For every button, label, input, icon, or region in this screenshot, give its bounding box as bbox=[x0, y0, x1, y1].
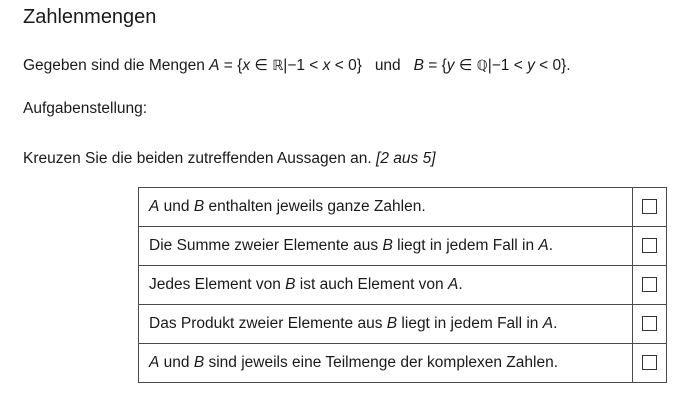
math-variable: B bbox=[386, 315, 398, 332]
checkbox-cell bbox=[633, 305, 667, 344]
set-b-domain: ℚ bbox=[476, 58, 488, 74]
statement-text: . bbox=[553, 315, 558, 332]
statement-text: Jedes Element von bbox=[149, 276, 286, 293]
set-a-name: A bbox=[209, 57, 220, 74]
math-variable: B bbox=[193, 198, 205, 215]
answer-checkbox-2[interactable] bbox=[642, 238, 657, 253]
set-b-cond-start: |−1 < bbox=[487, 57, 528, 74]
instruction-text bbox=[23, 149, 436, 169]
statement-2 bbox=[139, 227, 633, 266]
set-a-var: x bbox=[242, 57, 251, 74]
set-a-domain: ℝ bbox=[272, 58, 284, 74]
answer-checkbox-1[interactable] bbox=[642, 199, 657, 214]
checkbox-cell bbox=[633, 266, 667, 305]
set-b-cond-var: y bbox=[527, 57, 535, 74]
math-variable: B bbox=[382, 237, 393, 254]
checkbox-cell bbox=[633, 188, 667, 227]
answer-checkbox-4[interactable] bbox=[642, 316, 657, 331]
statement-3 bbox=[139, 266, 633, 305]
task-heading: Aufgabenstellung: bbox=[23, 100, 148, 117]
given-prefix: Gegeben sind die Mengen bbox=[23, 57, 210, 74]
set-b-in: ∈ bbox=[454, 57, 477, 74]
answer-checkbox-5[interactable] bbox=[642, 355, 657, 370]
set-b-cond-end: < 0}. bbox=[534, 57, 571, 74]
set-b-var: y bbox=[446, 57, 455, 74]
set-b-definition bbox=[414, 57, 571, 74]
set-b-eq: = { bbox=[423, 57, 447, 74]
answer-checkbox-3[interactable] bbox=[642, 277, 657, 292]
checkbox-cell bbox=[633, 344, 667, 383]
statement-text: Das Produkt zweier Elemente aus bbox=[149, 315, 387, 332]
given-connector: und bbox=[366, 57, 410, 74]
set-a-cond-start: |−1 < bbox=[283, 57, 323, 74]
set-a-cond-end: < 0} bbox=[330, 57, 362, 74]
statement-text: liegt in jedem Fall in bbox=[392, 237, 539, 254]
statement-4 bbox=[139, 305, 633, 344]
set-a-definition bbox=[209, 57, 362, 74]
math-variable: B bbox=[285, 276, 296, 293]
set-a-cond-var: x bbox=[322, 57, 331, 74]
checkbox-cell bbox=[633, 227, 667, 266]
statement-text: liegt in jedem Fall in bbox=[397, 315, 543, 332]
math-variable: A bbox=[447, 276, 459, 293]
math-variable: A bbox=[149, 198, 160, 215]
answer-row bbox=[139, 188, 667, 227]
statement-text: . bbox=[458, 276, 463, 293]
page-title: Zahlenmengen bbox=[23, 6, 157, 28]
math-variable: B bbox=[193, 354, 205, 371]
instruction-hint: [2 aus 5] bbox=[376, 150, 436, 167]
statement-1 bbox=[139, 188, 633, 227]
statement-text: sind jeweils eine Teilmenge der komplexen Zahlen. bbox=[204, 354, 559, 371]
math-variable: A bbox=[149, 354, 160, 371]
statement-text: enthalten jeweils ganze Zahlen. bbox=[204, 198, 426, 215]
set-a-in: ∈ bbox=[250, 57, 273, 74]
instruction-main: Kreuzen Sie die beiden zutreffenden Aussagen an. bbox=[23, 150, 377, 167]
answer-row bbox=[139, 266, 667, 305]
answer-row bbox=[139, 227, 667, 266]
answer-row bbox=[139, 344, 667, 383]
given-sets-sentence bbox=[23, 56, 571, 76]
statement-text: und bbox=[159, 198, 194, 215]
math-variable: A bbox=[538, 237, 549, 254]
set-a-eq: = { bbox=[219, 57, 243, 74]
math-variable: A bbox=[542, 315, 554, 332]
statement-5 bbox=[139, 344, 633, 383]
set-b-name: B bbox=[413, 57, 424, 74]
answer-row bbox=[139, 305, 667, 344]
statement-text: und bbox=[159, 354, 194, 371]
statement-text: ist auch Element von bbox=[295, 276, 448, 293]
statement-text: . bbox=[548, 237, 554, 254]
answer-table bbox=[138, 187, 667, 383]
statement-text: Die Summe zweier Elemente aus bbox=[149, 237, 383, 254]
